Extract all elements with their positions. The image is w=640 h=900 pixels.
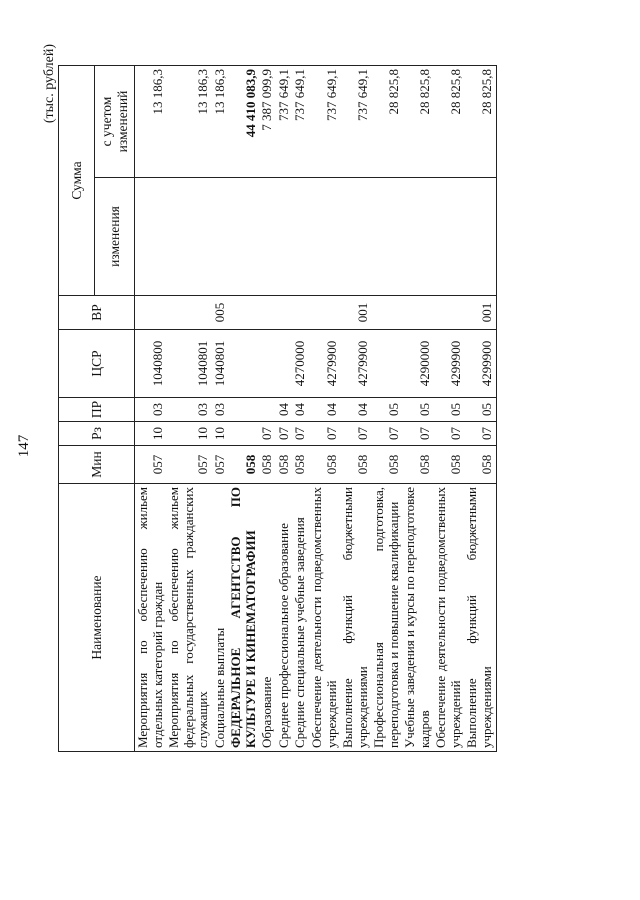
cell-vr — [371, 296, 402, 330]
header-vr: ВР — [59, 296, 135, 330]
cell-rz: 10 — [135, 422, 167, 446]
cell-csr: 4279900 — [340, 330, 371, 398]
cell-vr — [228, 296, 259, 330]
table-row — [259, 66, 276, 752]
cell-changes — [464, 178, 496, 296]
cell-changes — [309, 178, 340, 296]
cell-pr — [228, 398, 259, 422]
cell-total: 737 649,1 — [340, 66, 371, 178]
cell-min: 057 — [166, 446, 212, 484]
cell-vr — [433, 296, 464, 330]
cell-total: 28 825,8 — [464, 66, 496, 178]
cell-total: 13 186,3 — [212, 66, 229, 178]
header-pr: ПР — [59, 398, 135, 422]
cell-csr — [259, 330, 276, 398]
table-row — [292, 66, 309, 752]
header-sum-group: Сумма — [59, 66, 95, 296]
cell-name: Среднее профессиональное образование — [276, 484, 293, 752]
cell-total: 13 186,3 — [166, 66, 212, 178]
cell-csr: 4270000 — [292, 330, 309, 398]
cell-changes — [340, 178, 371, 296]
cell-rz: 07 — [371, 422, 402, 446]
cell-name: Образование — [259, 484, 276, 752]
cell-csr: 4290000 — [402, 330, 433, 398]
table-row — [340, 66, 371, 752]
cell-total: 28 825,8 — [433, 66, 464, 178]
table-row — [135, 66, 167, 752]
cell-name: Средние специальные учебные заведения — [292, 484, 309, 752]
cell-name: Мероприятия по обеспечению жильем федеральных государственных гражданских служащих — [166, 484, 212, 752]
cell-changes — [371, 178, 402, 296]
cell-total: 28 825,8 — [402, 66, 433, 178]
cell-min: 058 — [292, 446, 309, 484]
table-row — [402, 66, 433, 752]
cell-total: 44 410 083,9 — [228, 66, 259, 178]
table-row — [212, 66, 229, 752]
cell-name: Учебные заведения и курсы по переподготовке кадров — [402, 484, 433, 752]
budget-table — [58, 65, 497, 752]
cell-rz: 10 — [166, 422, 212, 446]
cell-rz: 07 — [340, 422, 371, 446]
cell-changes — [292, 178, 309, 296]
cell-changes — [228, 178, 259, 296]
cell-name: ФЕДЕРАЛЬНОЕ АГЕНТСТВО ПО КУЛЬТУРЕ И КИНЕМАТОГРАФИИ — [228, 484, 259, 752]
table-row — [166, 66, 212, 752]
cell-vr — [276, 296, 293, 330]
cell-total: 28 825,8 — [371, 66, 402, 178]
units-label: (тыс. рублей) — [42, 44, 57, 124]
cell-pr: 03 — [166, 398, 212, 422]
cell-rz: 07 — [309, 422, 340, 446]
cell-rz: 07 — [433, 422, 464, 446]
cell-name: Обеспечение деятельности подведомственных учреждений — [309, 484, 340, 752]
cell-rz: 07 — [259, 422, 276, 446]
header-min: Мин — [59, 446, 135, 484]
cell-pr: 03 — [135, 398, 167, 422]
cell-vr — [292, 296, 309, 330]
cell-min: 058 — [371, 446, 402, 484]
header-csr: ЦСР — [59, 330, 135, 398]
cell-name: Мероприятия по обеспечению жильем отдельных категорий граждан — [135, 484, 167, 752]
cell-min: 058 — [276, 446, 293, 484]
cell-csr: 4299900 — [433, 330, 464, 398]
cell-changes — [433, 178, 464, 296]
cell-changes — [276, 178, 293, 296]
page-number: 147 — [16, 434, 32, 458]
cell-min: 057 — [135, 446, 167, 484]
cell-name: Выполнение функций бюджетными учреждениями — [464, 484, 496, 752]
cell-rz: 07 — [464, 422, 496, 446]
cell-vr: 001 — [340, 296, 371, 330]
table-body — [135, 66, 497, 752]
cell-min: 058 — [433, 446, 464, 484]
cell-min: 057 — [212, 446, 229, 484]
cell-csr: 1040801 — [212, 330, 229, 398]
cell-min: 058 — [259, 446, 276, 484]
cell-vr: 005 — [212, 296, 229, 330]
cell-min: 058 — [309, 446, 340, 484]
cell-name: Профессиональная подготовка, переподготовка и повышение квалификации — [371, 484, 402, 752]
table-row — [276, 66, 293, 752]
cell-csr: 1040800 — [135, 330, 167, 398]
cell-min: 058 — [402, 446, 433, 484]
cell-rz: 07 — [276, 422, 293, 446]
cell-changes — [135, 178, 167, 296]
table-row — [464, 66, 496, 752]
cell-rz: 07 — [292, 422, 309, 446]
cell-vr — [166, 296, 212, 330]
cell-pr: 04 — [309, 398, 340, 422]
cell-min: 058 — [464, 446, 496, 484]
cell-total: 737 649,1 — [276, 66, 293, 178]
cell-pr: 05 — [433, 398, 464, 422]
cell-changes — [212, 178, 229, 296]
table-row — [309, 66, 340, 752]
cell-pr: 04 — [276, 398, 293, 422]
cell-csr: 4279900 — [309, 330, 340, 398]
header-changes: изменения — [95, 178, 135, 296]
cell-pr: 04 — [292, 398, 309, 422]
cell-rz: 10 — [212, 422, 229, 446]
cell-csr — [228, 330, 259, 398]
cell-total: 13 186,3 — [135, 66, 167, 178]
cell-name: Социальные выплаты — [212, 484, 229, 752]
cell-changes — [259, 178, 276, 296]
table-row — [371, 66, 402, 752]
cell-min: 058 — [228, 446, 259, 484]
cell-changes — [166, 178, 212, 296]
cell-vr — [309, 296, 340, 330]
cell-vr — [259, 296, 276, 330]
cell-csr — [276, 330, 293, 398]
table-row — [433, 66, 464, 752]
cell-vr — [402, 296, 433, 330]
cell-changes — [402, 178, 433, 296]
cell-pr: 05 — [371, 398, 402, 422]
header-name: Наименование — [59, 484, 135, 752]
header-with-changes: с учетом изменений — [95, 66, 135, 178]
cell-pr: 04 — [340, 398, 371, 422]
cell-rz: 07 — [402, 422, 433, 446]
header-rz: Рз — [59, 422, 135, 446]
cell-csr: 4299900 — [464, 330, 496, 398]
cell-pr: 05 — [402, 398, 433, 422]
cell-rz — [228, 422, 259, 446]
cell-name: Выполнение функций бюджетными учреждениями — [340, 484, 371, 752]
cell-total: 737 649,1 — [292, 66, 309, 178]
cell-total: 737 649,1 — [309, 66, 340, 178]
cell-vr — [135, 296, 167, 330]
cell-pr — [259, 398, 276, 422]
cell-pr: 03 — [212, 398, 229, 422]
table-row — [228, 66, 259, 752]
cell-total: 7 387 099,9 — [259, 66, 276, 178]
cell-csr: 1040801 — [166, 330, 212, 398]
cell-name: Обеспечение деятельности подведомственных учреждений — [433, 484, 464, 752]
cell-pr: 05 — [464, 398, 496, 422]
cell-min: 058 — [340, 446, 371, 484]
cell-vr: 001 — [464, 296, 496, 330]
cell-csr — [371, 330, 402, 398]
